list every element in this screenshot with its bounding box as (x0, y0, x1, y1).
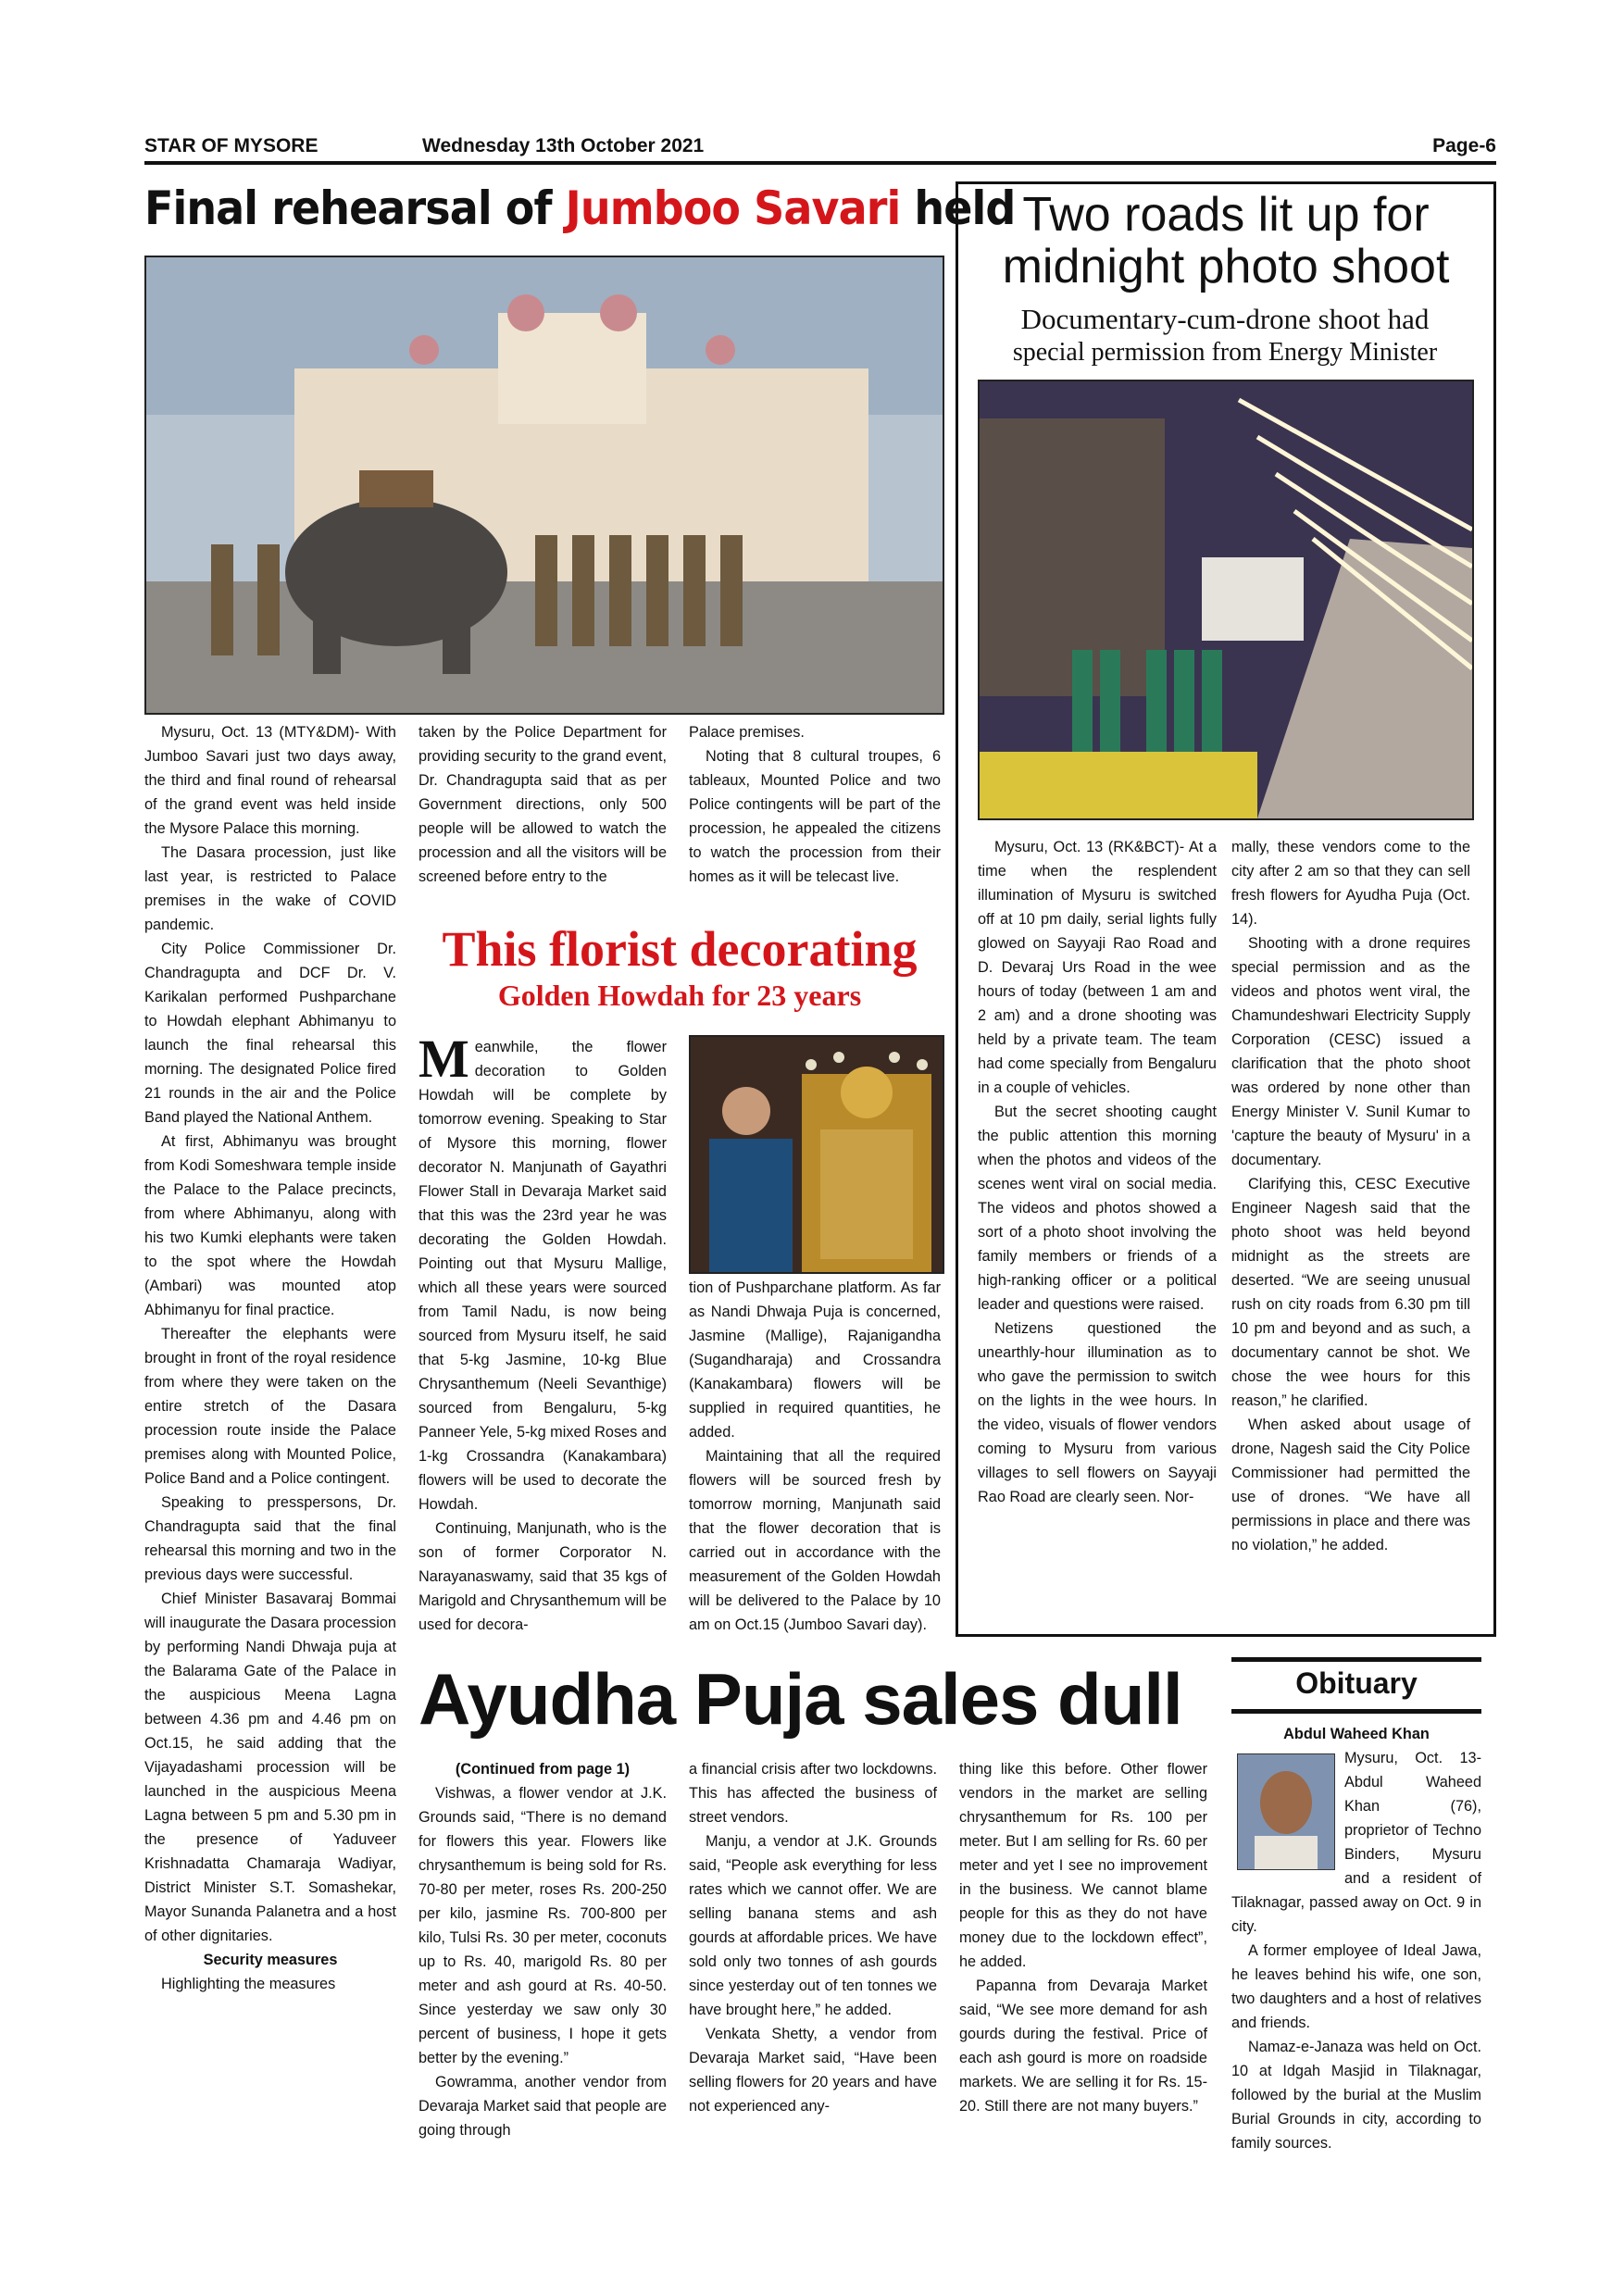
ayudha-para: Papanna from Devaraja Market said, “We see more demand for ash gourds during the festival. Price of each ash gourd is more on roadside markets. We are selling it for Rs. 15-20. Still there are not many buyers.” (959, 1978, 1207, 2115)
jumboo-para: Thereafter the elephants were brought in front of the royal residence from where they were taken on the entire stretch of the Dasara procession route inside the Palace premises along with Mounted Police, Police Band and a Police contingent. (144, 1326, 396, 1487)
roads-para: When asked about usage of drone, Nagesh said the City Police Commissioner had permitted the use of drones. “We have all permissions in place and there was no violation,” he added. (1231, 1416, 1470, 1554)
roads-column-2 (1231, 835, 1470, 1557)
jumboo-para: Speaking to presspersons, Dr. Chandragupta said that the final rehearsal this morning and two in the previous days were successful. (144, 1494, 396, 1583)
obituary-name: Abdul Waheed Khan (1283, 1726, 1430, 1742)
jumboo-column-2 (418, 720, 667, 889)
jumboo-para: City Police Commissioner Dr. Chandragupta and DCF Dr. V. Karikalan performed Pushparchane to Howdah elephant Abhimanyu to launch the final rehearsal this morning. The designated Police fired 21 rounds in the air and the Police Band played the National Anthem. (144, 941, 396, 1126)
obituary-column (1231, 1722, 1481, 2155)
florist-headline: This florist decorating (442, 921, 918, 977)
ayudha-para: a financial crisis after two lockdowns. This has affected the business of street vendors. (689, 1761, 937, 1826)
florist-para: eanwhile, the flower decoration to Golden Howdah will be complete by tomorrow evening. Speaking to Star of Mysore this morning, flower decorator N. Manjunath of Gayathri Flower Stall in Devaraja Market said that this was the 23rd year he was decorating the Golden Howdah. Pointing out that Mysuru Mallige, which all these years were sourced from Tamil Nadu, is now being sourced from Mysuru itself, he said that 5-kg Jasmine, 10-kg Blue Chrysanthemum (Neeli Sevanthige) sourced from Bengaluru, 5-kg Panneer Yele, 5-kg mixed Roses and 1-kg Crossandra (Kanakambara) flowers will be used to decorate the Howdah. (418, 1039, 667, 1513)
jumboo-para: At first, Abhimanyu was brought from Kodi Someshwara temple inside the Palace to the Palace precincts, from where Abhimanyu, along with his two Kumki elephants were taken to the spot where the Howdah (Ambari) was mounted atop Abhimanyu for final practice. (144, 1133, 396, 1318)
roads-para: Mysuru, Oct. 13 (RK&BCT)- At a time when the resplendent illumination of Mysuru is switched off at 10 pm daily, serial lights fully glowed on Sayyaji Rao Road and D. Devaraj Urs Road in the wee hours of today (between 1 am and 2 am) and a drone shooting was held by a private team. The team had come specially from Bengaluru in a couple of vehicles. (978, 839, 1217, 1096)
ayudha-column-2 (689, 1757, 937, 2118)
headline-highlight: Jumboo Savari (565, 181, 901, 235)
jumboo-headline (144, 181, 1016, 235)
florist-column-1 (418, 1029, 667, 1637)
night-road-illustration (980, 381, 1472, 818)
jumboo-para: Highlighting the measures (161, 1976, 336, 1992)
page-number: Page-6 (1432, 135, 1496, 156)
roads-subhead-1: Documentary-cum-drone shoot had (1020, 303, 1430, 335)
obituary-rule (1231, 1657, 1481, 1662)
portrait-illustration (1238, 1754, 1334, 1869)
obituary-title: Obituary (1295, 1666, 1418, 1700)
roads-column-1 (978, 835, 1217, 1509)
obituary-rule (1231, 1709, 1481, 1714)
florist-subhead: Golden Howdah for 23 years (497, 979, 862, 1012)
ayudha-column-3 (959, 1757, 1207, 2118)
roads-para: mally, these vendors come to the city after 2 am so that they can sell fresh flowers for Ayudha Puja (Oct. 14). (1231, 839, 1470, 928)
ayudha-column-1 (418, 1757, 667, 2142)
jumboo-para: Noting that 8 cultural troupes, 6 tableaux, Mounted Police and two Police contingents will be part of the procession, he appealed the citizens to watch the procession from their homes as it will be telecast live. (689, 748, 941, 885)
jumboo-para: Palace premises. (689, 724, 805, 741)
obituary-para: Mysuru, Oct. 13- Abdul Waheed Khan (76), proprietor of Techno Binders, Mysuru and a resident of Tilaknagar, passed away on Oct. 9 in city. (1231, 1750, 1481, 1935)
ayudha-para: Venkata Shetty, a vendor from Devaraja Market said, “Have been selling flowers for 20 years and have not experienced any- (689, 2026, 937, 2115)
obituary-portrait (1237, 1753, 1335, 1870)
headline-part: held (900, 181, 1016, 235)
jumboo-para: Mysuru, Oct. 13 (MTY&DM)- With Jumboo Savari just two days away, the third and final round of rehearsal of the grand event was held inside the Mysore Palace this morning. (144, 724, 396, 837)
continued-line: (Continued from page 1) (455, 1761, 631, 1778)
roads-para: Netizens questioned the unearthly-hour illumination as to who gave the permission to switch on the lights in the wee hours. In the video, visuals of flower vendors coming to Mysuru from various villages to sell flowers on Sayyaji Rao Road are clearly seen. Nor- (978, 1320, 1217, 1505)
jumboo-para: The Dasara procession, just like last year, is restricted to Palace premises in the wake of COVID pandemic. (144, 844, 396, 933)
jumboo-para: Chief Minister Basavaraj Bommai will inaugurate the Dasara procession by performing Nandi Dhwaja puja at the Balarama Gate of the Palace in the auspicious Meena Lagna between 4.36 pm and 4.46 pm on Oct.15, he said adding that the Vijayadashami procession will be launched in the auspicious Meena Lagna between 5 pm and 5.30 pm in the presence of Yaduveer Krishnadatta Chamaraja Wadiyar, District Minister S.T. Somashekar, Mayor Sunanda Palanetra and a host of other dignitaries. (144, 1591, 396, 1944)
florist-para: Continuing, Manjunath, who is the son of former Corporator N. Narayanaswamy, said that 35 kgs of Marigold and Chrysanthemum will be used for decora- (418, 1520, 667, 1633)
florist-para: tion of Pushparchane platform. As far as Nandi Dhwaja Puja is concerned, Jasmine (Mallige), Rajanigandha (Sugandharaja) and Crossandra (Kanakambara) flowers will be supplied in required quantities, he added. (689, 1279, 941, 1441)
palace-elephant-photo (144, 256, 944, 715)
roads-para: Clarifying this, CESC Executive Engineer Nagesh said that the photo shoot was held beyond midnight as the streets are deserted. “We are seeing unusual rush on city roads from 6.30 pm till 10 pm and beyond and as such, a documentary cannot be shot. We chose the wee hours for this reason,” he clarified. (1231, 1176, 1470, 1409)
golden-howdah-illustration (691, 1037, 943, 1272)
paper-name: STAR OF MYSORE (144, 135, 319, 156)
roads-headline: Two roads lit up for midnight photo shoot (1002, 188, 1450, 293)
ayudha-para: Gowramma, another vendor from Devaraja Market said that people are going through (418, 2074, 667, 2139)
security-subhead: Security measures (203, 1952, 338, 1968)
ayudha-para: Manju, a vendor at J.K. Grounds said, “People ask everything for less rates which we cannot offer. We are selling banana stems and ash gourds at affordable prices. We have sold only two tonnes of ash gourds since yesterday out of ten tonnes we have brought here,” he added. (689, 1833, 937, 2018)
jumboo-column-3 (689, 720, 941, 889)
ayudha-headline: Ayudha Puja sales dull (418, 1658, 1182, 1740)
roads-para: Shooting with a drone requires special permission and as the videos and photos went viral, the Chamundeshwari Electricity Supply Corporation (CESC) issued a clarification that the photo shoot was ordered by none other than Energy Minister V. Sunil Kumar to 'capture the beauty of Mysuru' in a documentary. (1231, 935, 1470, 1168)
golden-howdah-photo (689, 1035, 944, 1274)
florist-para: Maintaining that all the required flowers will be sourced fresh by tomorrow morning, Manjunath said that the flower decoration that is carried out in accordance with the measurement of the Golden Howdah will be delivered to the Palace by 10 am on Oct.15 (Jumboo Savari day). (689, 1448, 941, 1633)
roads-subhead-2: special permission from Energy Minister (1012, 338, 1438, 367)
jumboo-column-1 (144, 720, 396, 1996)
ayudha-para: thing like this before. Other flower vendors in the market are selling chrysanthemum for Rs. 100 per meter. But I am selling for Rs. 60 per meter and yet I see no improvement in the business. We cannot blame people for this as they do not have money due to the lockdown effect”, he added. (959, 1761, 1207, 1970)
florist-column-2 (689, 1276, 941, 1637)
dropcap: M (418, 1029, 469, 1089)
roads-para: But the secret shooting caught the public attention this morning when the photos and videos of the scenes went viral on social media. The videos and photos showed a sort of a photo shoot involving the family members or friends of a high-ranking officer or a political leader and questions were raised. (978, 1104, 1217, 1313)
palace-elephant-illustration (146, 257, 943, 713)
obituary-para: Namaz-e-Janaza was held on Oct. 10 at Idgah Masjid in Tilaknagar, followed by the burial at the Muslim Burial Grounds in city, according to family sources. (1231, 2039, 1481, 2152)
headline-part: Final rehearsal of (144, 181, 566, 235)
masthead (144, 131, 1496, 165)
night-road-photo (978, 380, 1474, 820)
jumboo-para: taken by the Police Department for providing security to the grand event, Dr. Chandragupta said that as per Government directions, only 500 people will be allowed to watch the procession and all the visitors will be screened before entry to the (418, 724, 667, 885)
header-rule (144, 161, 1496, 165)
obituary-para: A former employee of Ideal Jawa, he leaves behind his wife, one son, two daughters and a host of relatives and friends. (1231, 1942, 1481, 2031)
issue-date: Wednesday 13th October 2021 (422, 135, 705, 156)
ayudha-para: Vishwas, a flower vendor at J.K. Grounds said, “There is no demand for flowers this year. Flowers like chrysanthemum is being sold for Rs. 70-80 per meter, roses Rs. 200-250 per kilo, jasmine Rs. 700-800 per kilo, Tulsi Rs. 30 per meter, coconuts up to Rs. 40, marigold Rs. 80 per meter and ash gourd at Rs. 40-50. Since yesterday we saw only 30 percent of business, I hope it gets better by the evening.” (418, 1785, 667, 2066)
